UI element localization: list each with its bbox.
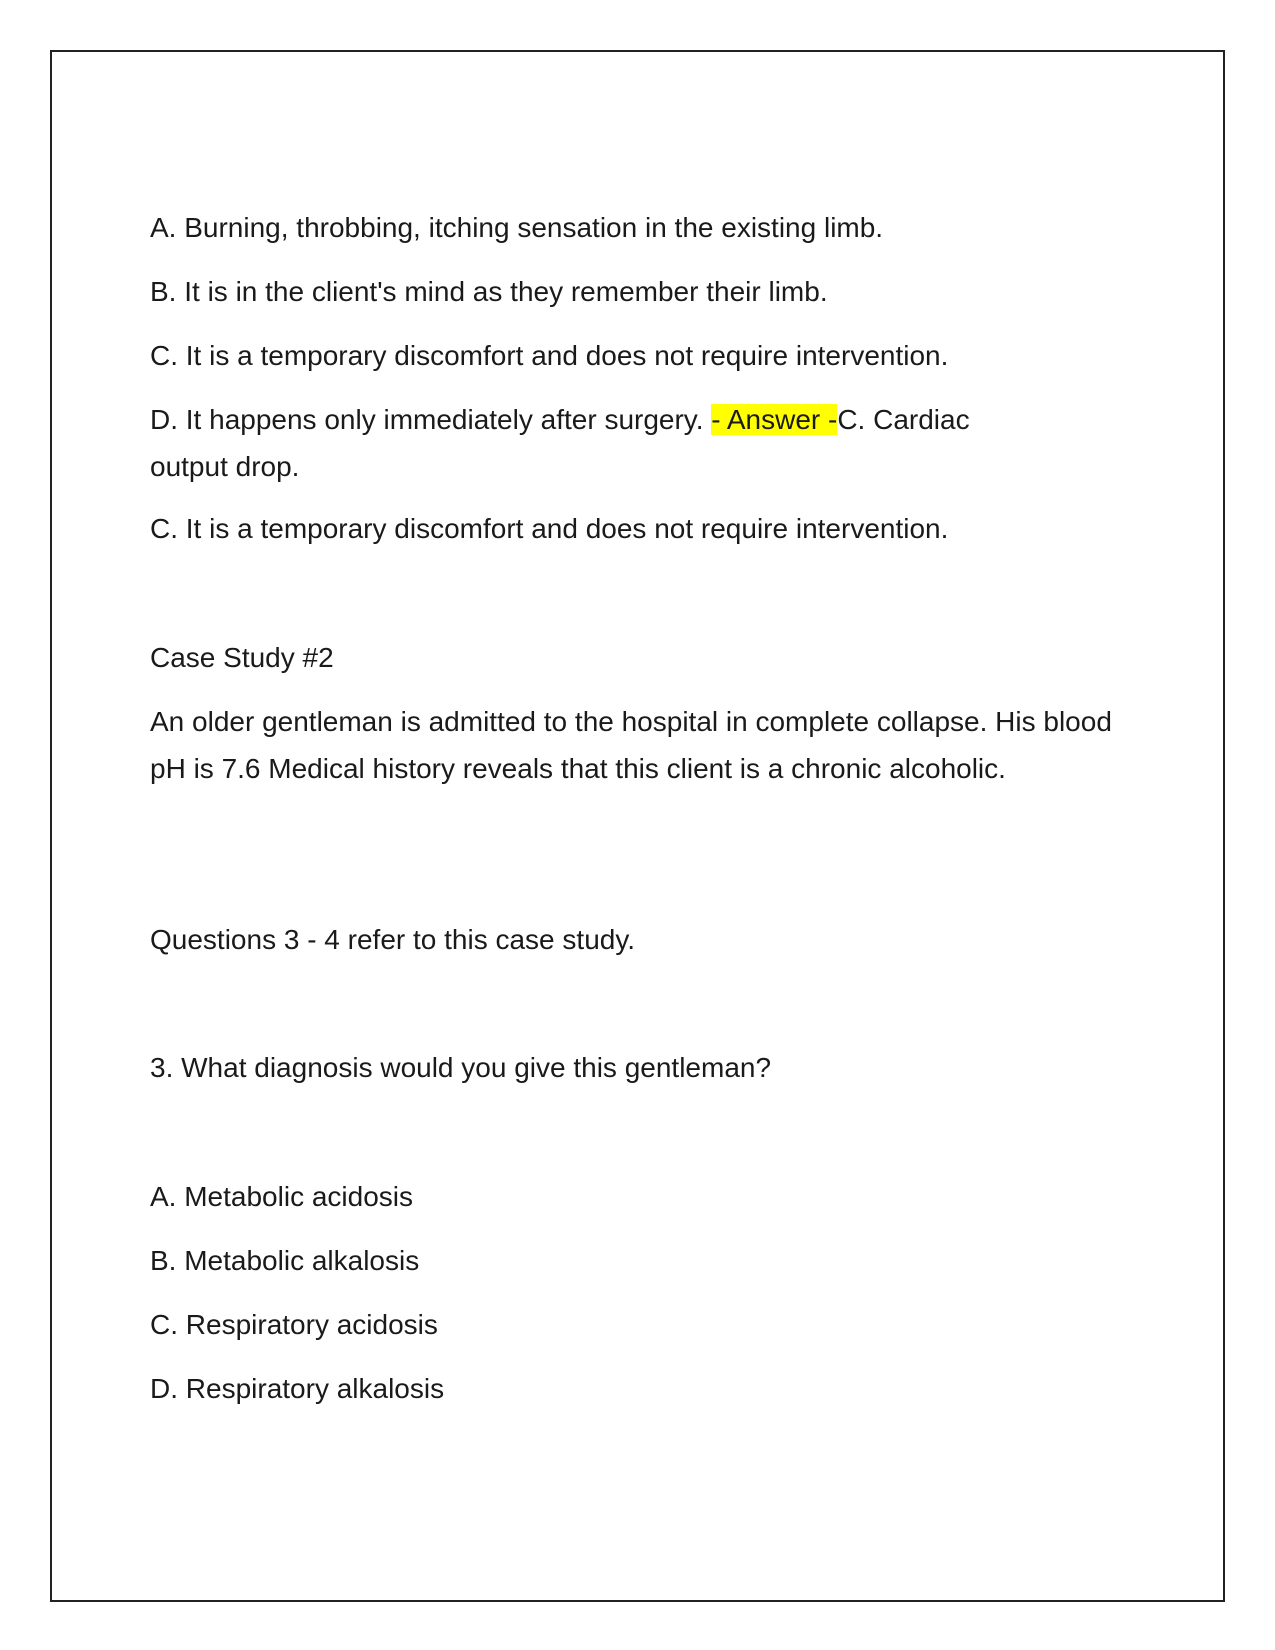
option-a: A. Burning, throbbing, itching sensation in the existing limb. [150,212,884,243]
option-d-text: D. It happens only immediately after surgery. [150,404,712,435]
case-study-title: Case Study #2 [150,642,334,673]
repeated-answer: C. It is a temporary discomfort and does not require intervention. [150,513,949,544]
questions-note: Questions 3 - 4 refer to this case study. [150,924,636,955]
q3-option-d: D. Respiratory alkalosis [150,1373,445,1404]
case-study-description: An older gentleman is admitted to the hospital in complete collapse. His blood pH is 7.6 Medical history reveals that this client is a chronic alcoholic. [150,706,1112,784]
q3-option-a: A. Metabolic acidosis [150,1181,414,1212]
answer-marker: - Answer - [711,404,838,435]
q3-option-c: C. Respiratory acidosis [150,1309,438,1340]
q3-option-b: B. Metabolic alkalosis [150,1245,420,1276]
answer-text: C. Cardiac output drop. [150,404,970,482]
option-c: C. It is a temporary discomfort and does not require intervention. [150,340,949,371]
question-3-prompt: 3. What diagnosis would you give this gentleman? [150,1052,772,1083]
option-d-with-answer [150,396,1030,490]
option-b: B. It is in the client's mind as they remember their limb. [150,276,828,307]
